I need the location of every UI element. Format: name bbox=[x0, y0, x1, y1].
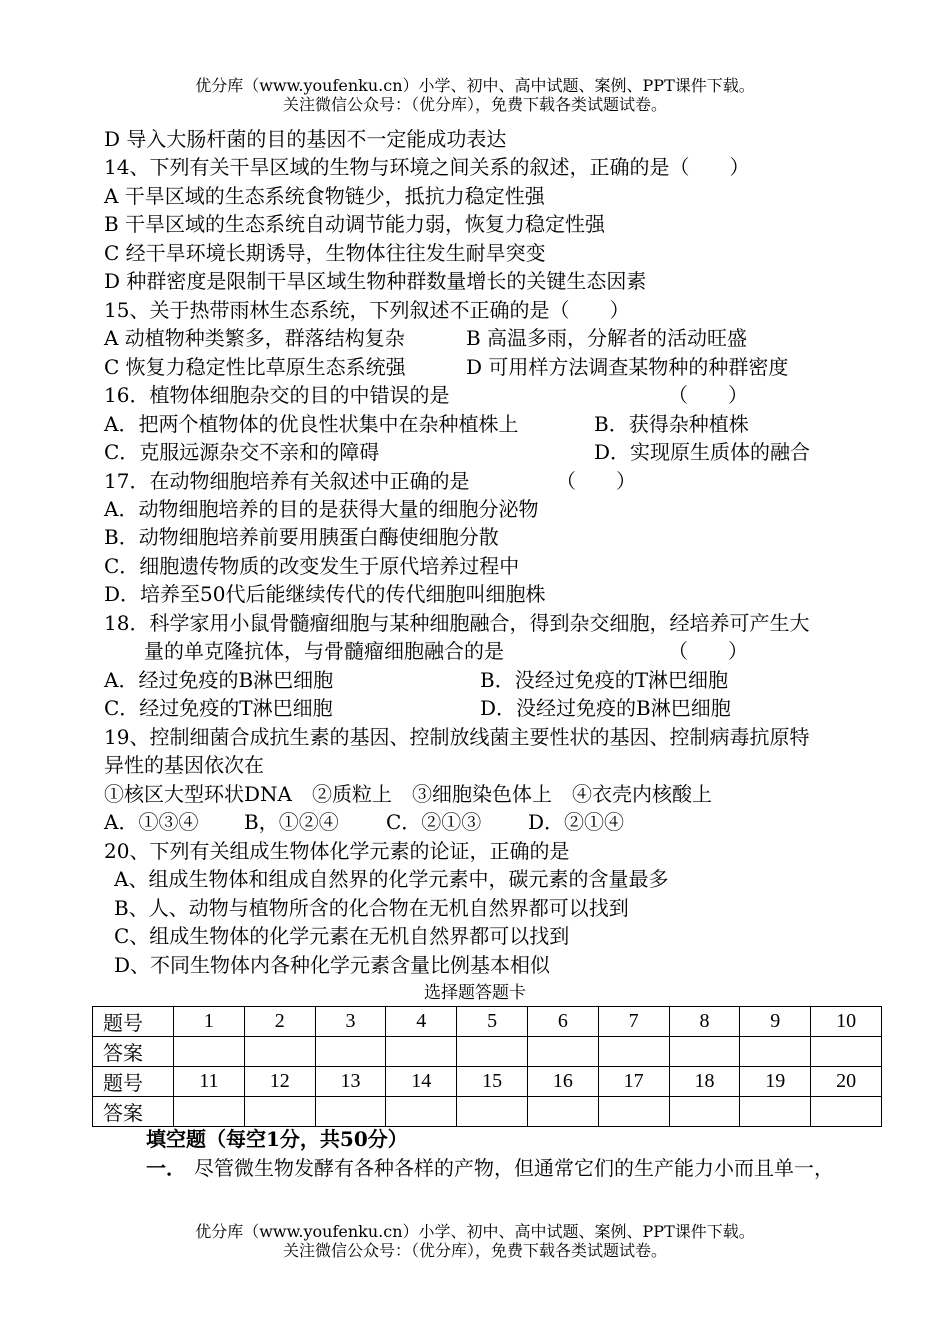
answer-cell[interactable] bbox=[811, 1037, 882, 1067]
header-line-1: 优分库（www.youfenku.cn）小学、初中、高中试题、案例、PPT课件下载。 bbox=[195, 76, 755, 95]
q14-option-a: A 干旱区域的生态系统食物链少，抵抗力稳定性强 bbox=[104, 184, 545, 208]
q17-answer-paren: （ ） bbox=[556, 469, 636, 493]
q17-option-c: C．细胞遗传物质的改变发生于原代培养过程中 bbox=[104, 554, 520, 578]
q20-stem: 20、下列有关组成生物体化学元素的论证，正确的是 bbox=[104, 839, 570, 863]
q14-stem: 14、下列有关干旱区域的生物与环境之间关系的叙述，正确的是（ ） bbox=[104, 155, 750, 179]
question-number: 10 bbox=[811, 1007, 882, 1037]
answer-cell[interactable] bbox=[598, 1037, 669, 1067]
fill-in-q1-number: 一． bbox=[146, 1156, 186, 1180]
answer-label: 答案 bbox=[93, 1097, 174, 1127]
q16-option-a: A．把两个植物体的优良性状集中在杂种植株上 bbox=[104, 412, 519, 436]
q14-option-c: C 经干旱环境长期诱导，生物体往往发生耐旱突变 bbox=[104, 241, 546, 265]
q18-option-d: D．没经过免疫的B淋巴细胞 bbox=[480, 696, 731, 720]
q19-option-d: D．②①④ bbox=[528, 810, 625, 834]
q17-option-a: A．动物细胞培养的目的是获得大量的细胞分泌物 bbox=[104, 497, 539, 521]
answer-cell[interactable] bbox=[598, 1097, 669, 1127]
question-number-label: 题号 bbox=[93, 1067, 174, 1097]
question-number: 9 bbox=[740, 1007, 811, 1037]
question-number: 11 bbox=[174, 1067, 245, 1097]
q20-option-b: B、人、动物与植物所含的化合物在无机自然界都可以找到 bbox=[114, 896, 629, 920]
fill-in-section-title: 填空题（每空1分，共50分） bbox=[146, 1127, 408, 1151]
q18-stem-line-1: 18．科学家用小鼠骨髓瘤细胞与某种细胞融合，得到杂交细胞，经培养可产生大 bbox=[104, 611, 810, 635]
q15-stem: 15、关于热带雨林生态系统，下列叙述不正确的是（ ） bbox=[104, 298, 630, 322]
fill-in-q1-text: 尽管微生物发酵有各种各样的产物，但通常它们的生产能力小而且单一， bbox=[194, 1156, 834, 1180]
q20-option-a: A、组成生物体和组成自然界的化学元素中，碳元素的含量最多 bbox=[114, 867, 669, 891]
q15-option-d: D 可用样方法调查某物种的种群密度 bbox=[466, 355, 789, 379]
answer-label: 答案 bbox=[93, 1037, 174, 1067]
q15-option-a: A 动植物种类繁多，群落结构复杂 bbox=[104, 326, 405, 350]
answer-cell[interactable] bbox=[740, 1037, 811, 1067]
q16-stem: 16．植物体细胞杂交的目的中错误的是 bbox=[104, 383, 450, 407]
answer-cell[interactable] bbox=[457, 1097, 528, 1127]
answer-cell[interactable] bbox=[811, 1097, 882, 1127]
q14-option-d: D 种群密度是限制干旱区域生物种群数量增长的关键生态因素 bbox=[104, 269, 647, 293]
question-number: 13 bbox=[315, 1067, 386, 1097]
q19-stem-line-1: 19、控制细菌合成抗生素的基因、控制放线菌主要性状的基因、控制病毒抗原特 bbox=[104, 725, 810, 749]
q17-option-d: D．培养至50代后能继续传代的传代细胞叫细胞株 bbox=[104, 582, 546, 606]
question-number: 17 bbox=[598, 1067, 669, 1097]
answer-cell[interactable] bbox=[669, 1097, 740, 1127]
q18-option-a: A．经过免疫的B淋巴细胞 bbox=[104, 668, 334, 692]
question-number: 16 bbox=[527, 1067, 598, 1097]
question-number: 5 bbox=[457, 1007, 528, 1037]
question-number: 6 bbox=[527, 1007, 598, 1037]
question-number: 15 bbox=[457, 1067, 528, 1097]
answer-card-answer-row-1 bbox=[93, 1037, 882, 1067]
q16-option-b: B．获得杂种植株 bbox=[594, 412, 749, 436]
question-number: 14 bbox=[386, 1067, 457, 1097]
question-number: 8 bbox=[669, 1007, 740, 1037]
answer-cell[interactable] bbox=[740, 1097, 811, 1127]
q13-option-d: D 导入大肠杆菌的目的基因不一定能成功表达 bbox=[104, 127, 507, 151]
answer-cell[interactable] bbox=[315, 1097, 386, 1127]
answer-card-answer-row-2 bbox=[93, 1097, 882, 1127]
q19-option-b: B，①②④ bbox=[244, 810, 339, 834]
answer-cell[interactable] bbox=[244, 1097, 315, 1127]
answer-cell[interactable] bbox=[386, 1097, 457, 1127]
question-number-label: 题号 bbox=[93, 1007, 174, 1037]
answer-cell[interactable] bbox=[386, 1037, 457, 1067]
question-number: 4 bbox=[386, 1007, 457, 1037]
q20-option-d: D、不同生物体内各种化学元素含量比例基本相似 bbox=[114, 953, 551, 977]
answer-cell[interactable] bbox=[527, 1097, 598, 1127]
question-number: 1 bbox=[174, 1007, 245, 1037]
question-number: 12 bbox=[244, 1067, 315, 1097]
q18-answer-paren: （ ） bbox=[668, 639, 748, 663]
header-line-2: 关注微信公众号：（优分库），免费下载各类试题试卷。 bbox=[282, 95, 667, 114]
q20-option-c: C、组成生物体的化学元素在无机自然界都可以找到 bbox=[114, 924, 570, 948]
answer-cell[interactable] bbox=[174, 1097, 245, 1127]
q18-stem-line-2: 量的单克隆抗体，与骨髓瘤细胞融合的是 bbox=[144, 639, 504, 663]
question-number: 7 bbox=[598, 1007, 669, 1037]
answer-card-number-row-1 bbox=[93, 1007, 882, 1037]
q19-items: ①核区大型环状DNA ②质粒上 ③细胞染色体上 ④衣壳内核酸上 bbox=[104, 782, 712, 806]
q19-option-c: C．②①③ bbox=[386, 810, 482, 834]
answer-card-caption: 选择题答题卡 bbox=[424, 983, 526, 1003]
q17-option-b: B．动物细胞培养前要用胰蛋白酶使细胞分散 bbox=[104, 525, 499, 549]
q15-option-c: C 恢复力稳定性比草原生态系统强 bbox=[104, 355, 406, 379]
answer-card-table bbox=[92, 1006, 882, 1127]
answer-card-number-row-2 bbox=[93, 1067, 882, 1097]
question-number: 3 bbox=[315, 1007, 386, 1037]
q16-option-c: C．克服远源杂交不亲和的障碍 bbox=[104, 440, 380, 464]
q19-option-a: A．①③④ bbox=[104, 810, 199, 834]
question-number: 20 bbox=[811, 1067, 882, 1097]
footer-line-2: 关注微信公众号：（优分库），免费下载各类试题试卷。 bbox=[282, 1241, 667, 1260]
q15-option-b: B 高温多雨，分解者的活动旺盛 bbox=[466, 326, 748, 350]
q17-stem: 17．在动物细胞培养有关叙述中正确的是 bbox=[104, 469, 470, 493]
question-number: 2 bbox=[244, 1007, 315, 1037]
answer-cell[interactable] bbox=[527, 1037, 598, 1067]
answer-cell[interactable] bbox=[174, 1037, 245, 1067]
footer-line-1: 优分库（www.youfenku.cn）小学、初中、高中试题、案例、PPT课件下载。 bbox=[195, 1222, 755, 1241]
question-number: 19 bbox=[740, 1067, 811, 1097]
answer-cell[interactable] bbox=[669, 1037, 740, 1067]
q14-option-b: B 干旱区域的生态系统自动调节能力弱，恢复力稳定性强 bbox=[104, 212, 606, 236]
question-number: 18 bbox=[669, 1067, 740, 1097]
answer-cell[interactable] bbox=[457, 1037, 528, 1067]
answer-cell[interactable] bbox=[315, 1037, 386, 1067]
q19-stem-line-2: 异性的基因依次在 bbox=[104, 753, 264, 777]
q16-option-d: D．实现原生质体的融合 bbox=[594, 440, 811, 464]
q16-answer-paren: （ ） bbox=[668, 383, 748, 407]
q18-option-b: B．没经过免疫的T淋巴细胞 bbox=[480, 668, 729, 692]
answer-cell[interactable] bbox=[244, 1037, 315, 1067]
q18-option-c: C．经过免疫的T淋巴细胞 bbox=[104, 696, 333, 720]
